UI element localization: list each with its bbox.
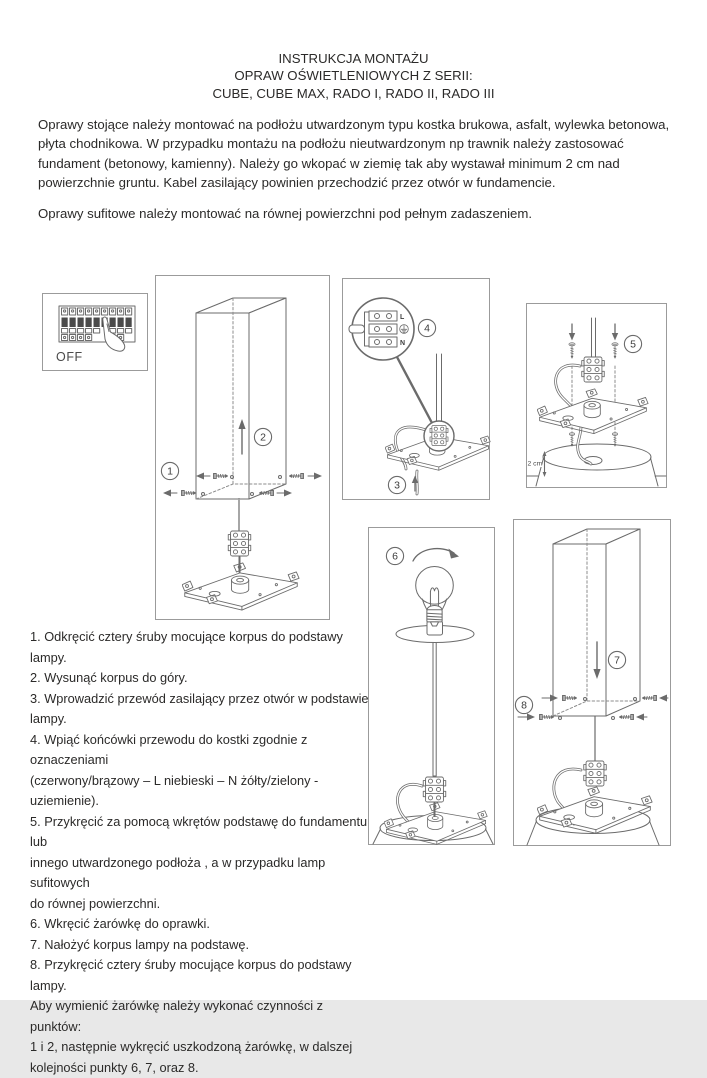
terminal-block [430,426,448,446]
svg-text:4: 4 [424,322,430,335]
step-3-marker [388,476,405,493]
step-line: 1. Odkręcić cztery śruby mocujące korpus do podstawy lampy. [30,629,343,665]
step-line: 8. Przykręcić cztery śruby mocujące korpus do podstawy lampy. [30,957,352,993]
foundation-height-annotation [527,451,546,477]
step-line: 3. Wprowadzić przewód zasilający przez otwór w podstawie lampy. [30,690,369,726]
step-line: 5. Przykręcić za pomocą wkrętów podstawę do fundamentu lub [30,813,368,849]
step-2-marker [254,428,271,445]
svg-text:8: 8 [521,699,527,712]
magnifier-callout-line [397,357,432,423]
height-label: 2 cm [527,460,543,468]
foundation-cylinder [536,444,658,486]
lamp-body-cuboid [553,529,640,716]
svg-text:5: 5 [630,338,636,351]
foundation-screw [569,433,574,446]
body-install-drawing [514,520,670,845]
panel-power-off [42,293,148,371]
step-line: Aby wymienić żarówkę należy wykonać czynności z punktów: [30,998,324,1034]
body-removal-drawing [156,276,329,619]
step-6-marker [386,547,403,564]
page-title [0,50,707,102]
step-5-marker [624,335,641,352]
intro-paragraph [38,115,688,192]
step-4-marker [418,319,435,336]
breaker-modules [62,308,132,341]
step-7-marker [608,651,625,668]
terminal-block [228,531,251,556]
panel-bulb-install [368,527,495,845]
intro-line: Oprawy stojące należy montować na podłożu utwardzonym typu kostka brukowa, asfalt, wylewka betonowa, [38,117,670,132]
svg-text:3: 3 [394,479,400,492]
lamp-rod [433,642,436,776]
svg-text:1: 1 [167,465,173,478]
step-line: do równej powierzchni. [30,895,161,911]
step-line: 2. Wysunąć korpus do góry. [30,670,188,685]
breaker-panel-drawing [43,294,147,370]
lamp-body-cuboid [196,298,286,499]
panel-foundation-mounting [526,303,667,488]
mounting-screw [612,343,618,358]
panel-body-install [513,519,671,846]
panel-body-removal [155,275,330,620]
step-1-marker [161,462,178,479]
terminal-block [423,777,446,802]
title-line: INSTRUKCJA MONTAŻU [278,51,429,66]
terminal-block [584,761,607,786]
svg-text:7: 7 [614,654,620,667]
step-line: 7. Nałożyć korpus lampy na podstawę. [30,936,250,952]
magnifier-detail [349,298,414,360]
wiring-drawing [343,279,489,499]
rotate-arrow [413,549,454,561]
mounting-screw [569,343,575,358]
svg-text:2: 2 [260,431,266,444]
earth-symbol [400,325,409,334]
intro-line: powierzchnie gruntu. Kabel zasilający powinien przechodzić przez otwór w fundamencie. [38,174,556,190]
bulb [416,567,454,626]
svg-text:6: 6 [392,550,398,563]
step-line: innego utwardzonego podłoża , a w przypadku lamp sufitowych [30,854,326,890]
neutral-label: N [400,340,406,347]
wire-end [349,325,365,333]
terminal-block [582,357,605,382]
off-label: OFF [56,350,83,364]
step-line: 4. Wpiąć końcówki przewodu do kostki zgodnie z oznaczeniami [30,731,308,767]
title-line: OPRAW OŚWIETLENIOWYCH Z SERII: [234,68,473,84]
steps-list [30,627,370,1078]
foundation-mounting-drawing [527,304,666,487]
intro-line: fundament (betonowy, kamienny). Należy go wkopać w ziemię tak aby wystawał minimum 2 cm nad [38,155,620,171]
title-line: CUBE, CUBE MAX, RADO I, RADO II, RADO III [212,85,495,101]
bulb-install-drawing [369,528,494,844]
panel-wiring [342,278,490,500]
step-8-marker [515,696,532,713]
ceiling-note: Oprawy sufitowe należy montować na równej powierzchni pod pełnym zadaszeniem. [38,206,533,221]
step-line: 1 i 2, następnie wykręcić uszkodzoną żarówkę, w dalszej kolejności punkty 6, 7, oraz 8. [30,1039,353,1075]
step-line: (czerwony/brązowy – L niebieski – N żółty/zielony - uziemienie). [30,772,319,808]
base-plate [537,389,648,434]
intro-line: płyta chodnikowa. W przypadku montażu na podłożu nieutwardzonym np trawnik należy zastosować [38,136,624,152]
line-label: L [400,314,405,321]
base-plate [182,563,299,610]
step-line: 6. Wkręcić żarówkę do oprawki. [30,916,210,931]
